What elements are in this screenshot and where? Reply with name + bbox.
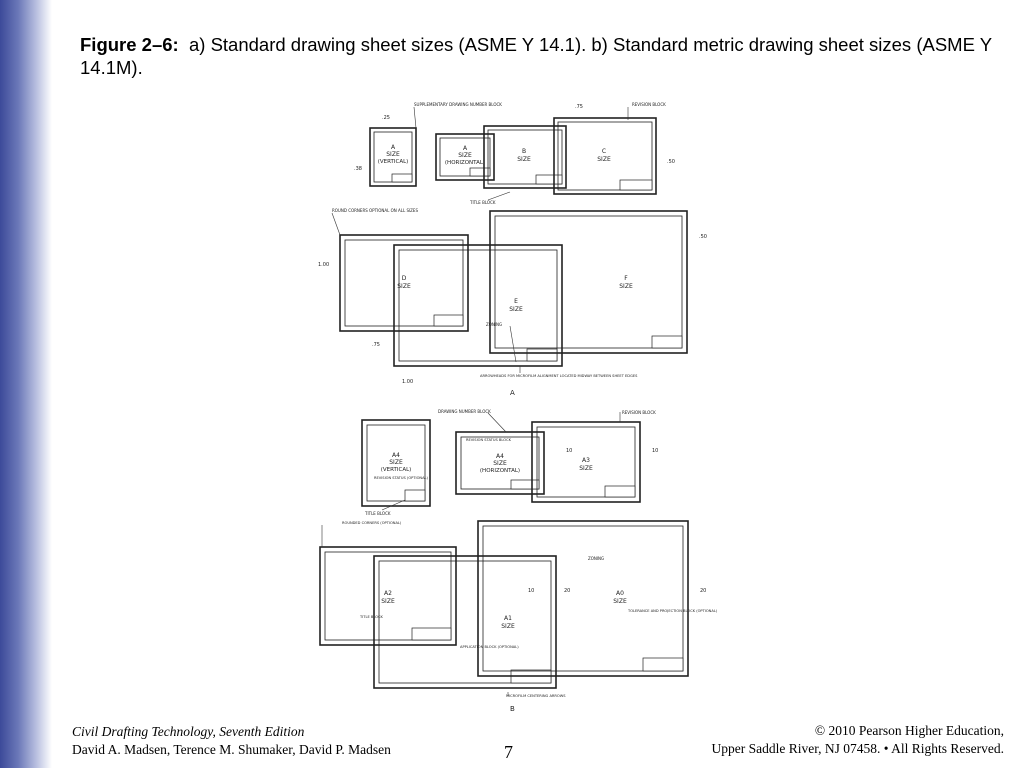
sheet-a-horizontal-size: SIZE xyxy=(458,152,472,159)
ann-tolerance-block: TOLERANCE AND PROJECTION BLOCK (OPTIONAL) xyxy=(628,609,718,613)
figure-caption xyxy=(80,33,1000,79)
ann-rounded-corners: ROUNDED CORNERS (OPTIONAL) xyxy=(342,521,402,525)
sheet-f-name: F xyxy=(624,275,628,282)
caption-text: a) Standard drawing sheet sizes (ASME Y 14.1). b) Standard metric drawing sheet sizes (ASME Y 14.1M). xyxy=(80,34,992,78)
dim-10-a: 10 xyxy=(566,448,573,454)
sheet-a-horizontal-orient: (HORIZONTAL) xyxy=(444,160,486,166)
dim-75: .75 xyxy=(575,104,583,110)
dim-100-b: 1.00 xyxy=(402,379,414,385)
sheet-a3 xyxy=(532,422,640,502)
side-gradient-bar xyxy=(0,0,52,768)
sheet-a4-horizontal-size: SIZE xyxy=(493,460,507,467)
sheet-c xyxy=(554,118,656,194)
ann-zoning-b: ZONING xyxy=(588,556,605,561)
sheet-f xyxy=(490,211,687,353)
ann-revision-status-optional: REVISION STATUS (OPTIONAL) xyxy=(374,476,428,480)
part-a-label: A xyxy=(510,389,515,397)
footer-authors: David A. Madsen, Terence M. Shumaker, David P. Madsen xyxy=(72,742,391,757)
sheet-a2-name: A2 xyxy=(384,590,392,597)
ann-microfilm-arrows: MICROFILM CENTERING ARROWS xyxy=(506,694,566,698)
sheet-e-name: E xyxy=(514,298,518,305)
ann-revision-status-block: REVISION STATUS BLOCK xyxy=(466,438,511,442)
sheet-a4-vertical xyxy=(362,420,430,506)
sheet-a-vertical-orient: (VERTICAL) xyxy=(377,159,409,165)
ann-revision-block-b: REVISION BLOCK xyxy=(622,410,656,415)
sheet-a4-vertical-name: A4 xyxy=(392,452,400,459)
footer-book-title: Civil Drafting Technology, Seventh Edition xyxy=(72,724,305,739)
sheet-a4-horizontal-orient: (HORIZONTAL) xyxy=(479,468,521,474)
sheet-a4-horizontal-name: A4 xyxy=(496,453,504,460)
sheet-e-size: SIZE xyxy=(509,306,523,313)
footer-copyright: © 2010 Pearson Higher Education, xyxy=(814,723,1004,738)
sheet-a2-size: SIZE xyxy=(381,598,395,605)
caption-label: Figure 2–6: xyxy=(80,34,179,55)
sheet-d-name: D xyxy=(401,275,407,282)
part-b-label: B xyxy=(510,705,515,713)
sheet-d xyxy=(340,235,468,331)
ann-zoning-a: ZONING xyxy=(486,322,503,327)
sheet-a4-vertical-orient: (VERTICAL) xyxy=(380,467,412,473)
footer-copyright-block xyxy=(711,722,1004,758)
sheet-a0 xyxy=(478,521,688,676)
sheet-a0-name: A0 xyxy=(616,590,624,597)
dim-10-b: 10 xyxy=(652,448,659,454)
sheet-a-vertical-name: A xyxy=(390,144,396,151)
ann-application-block: APPLICATION BLOCK (OPTIONAL) xyxy=(460,645,519,649)
sheet-a1-name: A1 xyxy=(504,615,512,622)
sheet-a4-vertical-size: SIZE xyxy=(389,459,403,466)
dim-100-a: 1.00 xyxy=(318,262,330,268)
sheet-b-name: B xyxy=(521,148,527,155)
dim-10-c: 10 xyxy=(528,588,535,594)
sheet-a2 xyxy=(320,547,456,645)
sheet-b-size: SIZE xyxy=(517,156,531,163)
sheet-d-size: SIZE xyxy=(397,283,411,290)
sheet-a1-size: SIZE xyxy=(501,623,515,630)
sheet-a-horizontal-name: A xyxy=(462,145,468,152)
footer-book-info xyxy=(72,723,391,759)
ann-round-corners: ROUND CORNERS OPTIONAL ON ALL SIZES xyxy=(332,208,418,213)
ann-title-block-a: TITLE BLOCK xyxy=(470,200,496,205)
sheet-a1 xyxy=(374,556,556,688)
sheet-c-size: SIZE xyxy=(597,156,611,163)
ann-title-block-b: TITLE BLOCK xyxy=(365,511,391,516)
footer-address: Upper Saddle River, NJ 07458. • All Rights Reserved. xyxy=(711,741,1004,756)
sheet-a3-name: A3 xyxy=(582,457,590,464)
sheet-sizes-figure xyxy=(310,100,720,720)
ann-arrowheads: ARROWHEADS FOR MICROFILM ALIGNMENT LOCATED MIDWAY BETWEEN SHEET EDGES xyxy=(480,374,638,378)
page-number: 7 xyxy=(504,742,513,762)
dim-20-b: 20 xyxy=(700,588,707,594)
dim-50: .50 xyxy=(667,159,675,165)
ann-drawing-number-block: DRAWING NUMBER BLOCK xyxy=(438,409,491,414)
sheet-a-vertical xyxy=(370,128,416,186)
dim-50-a: .50 xyxy=(699,234,707,240)
dim-20-a: 20 xyxy=(564,588,571,594)
dim-38: .38 xyxy=(354,166,362,172)
sheet-a3-size: SIZE xyxy=(579,465,593,472)
sheet-a-vertical-size: SIZE xyxy=(386,151,400,158)
ann-title-block-b2: TITLE BLOCK xyxy=(360,615,383,619)
sheet-f-size: SIZE xyxy=(619,283,633,290)
ann-supplementary: SUPPLEMENTARY DRAWING NUMBER BLOCK xyxy=(414,102,502,107)
sheet-a0-size: SIZE xyxy=(613,598,627,605)
sheet-a-horizontal xyxy=(436,134,494,180)
sheet-c-name: C xyxy=(601,148,607,155)
ann-revision-block-a: REVISION BLOCK xyxy=(632,102,666,107)
dim-25: .25 xyxy=(382,115,390,121)
dim-75-a: .75 xyxy=(372,342,380,348)
sheet-sizes-drawing xyxy=(310,100,720,720)
